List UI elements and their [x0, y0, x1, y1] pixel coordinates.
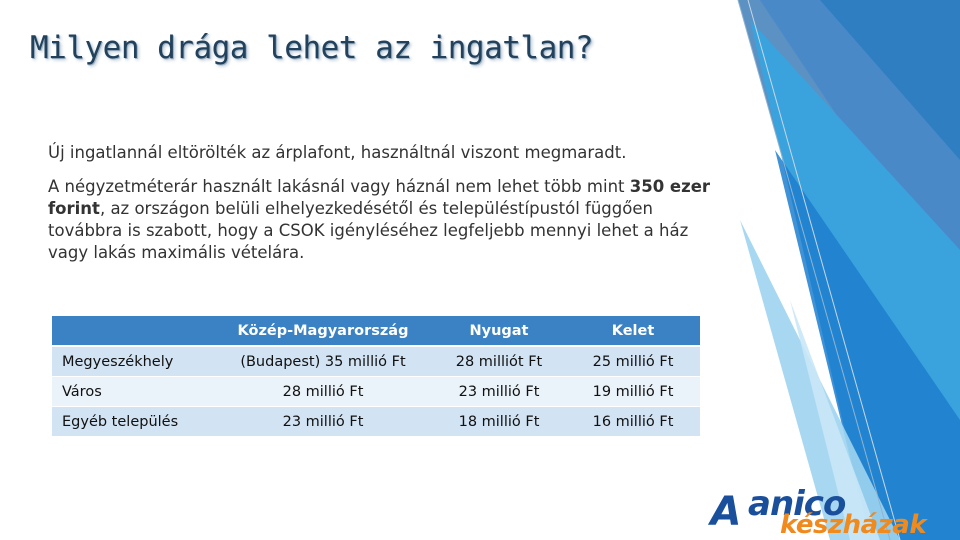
paragraph-price-cap: Új ingatlannál eltörölték az árplafont, használtnál viszont megmaradt. — [48, 143, 627, 162]
price-table — [52, 316, 700, 437]
table-header-empty — [52, 316, 214, 346]
paragraph-bold-amount: 350 ezer forint — [48, 177, 711, 218]
logo-word: anico — [748, 484, 846, 524]
table-cell: (Budapest) 35 millió Ft — [214, 346, 432, 377]
logo-subtitle: készházak — [780, 510, 927, 540]
table-cell: 25 millió Ft — [566, 346, 700, 377]
table-cell: 23 millió Ft — [214, 407, 432, 437]
paragraph-square-meter-price — [48, 176, 718, 264]
table-cell: Egyéb település — [52, 407, 214, 437]
table-cell: 16 millió Ft — [566, 407, 700, 437]
table-row — [52, 407, 700, 437]
logo-mark: A — [710, 489, 742, 535]
table-header-west: Nyugat — [432, 316, 566, 346]
company-logo — [700, 484, 960, 540]
table-cell: 18 millió Ft — [432, 407, 566, 437]
slide-title: Milyen drága lehet az ingatlan? — [30, 30, 594, 66]
table-header-east: Kelet — [566, 316, 700, 346]
table-row — [52, 377, 700, 407]
table-cell: Megyeszékhely — [52, 346, 214, 377]
paragraph-part: , az országon belüli elhelyezkedésétől és településtípustól függően továbbra is szabott, hogy a CSOK igényléséhez legfeljebb mennyi lehet a ház vagy lakás maximális vételára. — [48, 199, 689, 262]
paragraph-part: A négyzetméterár használt lakásnál vagy háznál nem lehet több mint — [48, 177, 630, 196]
table-cell: 28 millió Ft — [214, 377, 432, 407]
table-cell: 19 millió Ft — [566, 377, 700, 407]
table-header-row — [52, 316, 700, 346]
table-cell: 23 millió Ft — [432, 377, 566, 407]
table-cell: 28 milliót Ft — [432, 346, 566, 377]
table-header-central: Közép-Magyarország — [214, 316, 432, 346]
table-row — [52, 346, 700, 377]
table-cell: Város — [52, 377, 214, 407]
